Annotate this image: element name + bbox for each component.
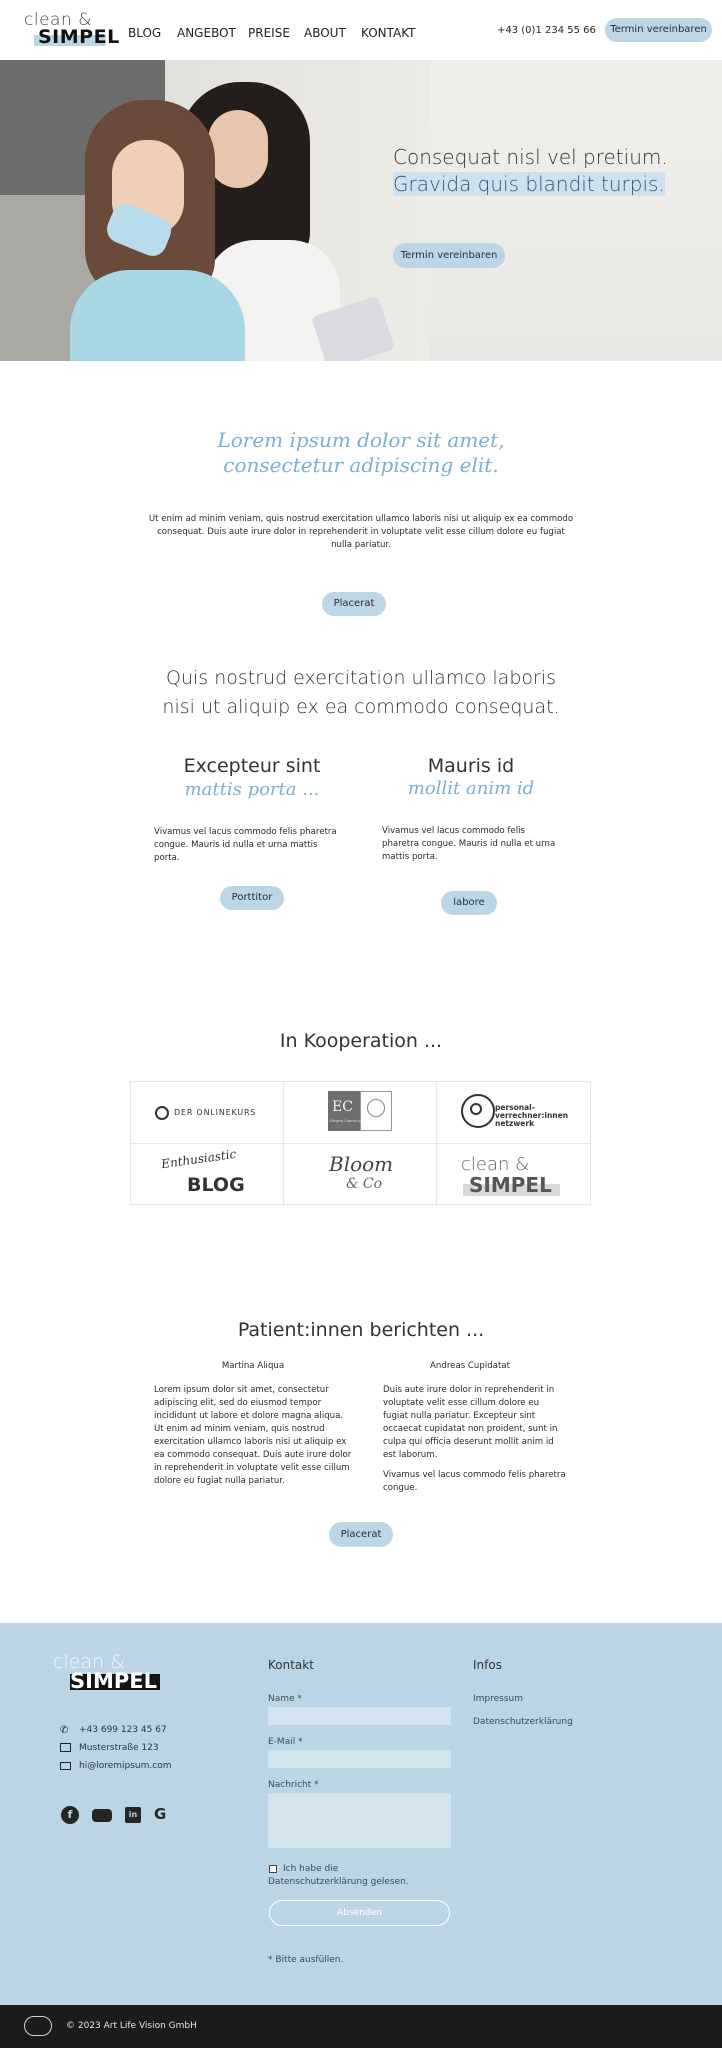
facebook-icon[interactable]: f (61, 1806, 79, 1824)
partner-blog[interactable] (131, 1144, 284, 1206)
site-footer (0, 1623, 722, 2005)
required-note: * Bitte ausfüllen. (268, 1955, 344, 1965)
header-cta-button[interactable]: Termin vereinbaren (605, 18, 712, 42)
testimonial-2-text2: Vivamus vel lacus commodo felis pharetra congue. (383, 1470, 566, 1493)
google-icon[interactable]: G (154, 1805, 167, 1823)
clean-logo-bottom: SIMPEL (469, 1173, 552, 1197)
logo-text-top: clean & (24, 10, 92, 30)
copyright-text: © 2023 Art Life Vision GmbH (66, 2021, 197, 2031)
bottom-bar (0, 2005, 722, 2048)
footer-logo-top: clean & (53, 1651, 125, 1673)
name-label: Name * (268, 1694, 302, 1704)
feature-2-text: Vivamus vel lacus commodo felis pharetra congue. Mauris id nulla et urna mattis porta. (382, 826, 556, 862)
partner-clean-simpel[interactable] (437, 1144, 590, 1206)
partner-ec[interactable] (284, 1082, 437, 1144)
intro-text: Ut enim ad minim veniam, quis nostrud exercitation ullamco laboris nisi ut aliquip ex ea commodo consequat. Duis aute irure dolor in reprehenderit in voluptate velit esse cillum dolore eu fugiat nulla pariatur. (148, 514, 574, 550)
hero-section (0, 60, 722, 361)
partner-bloom[interactable] (284, 1144, 437, 1206)
hero-cta-button[interactable]: Termin vereinbaren (393, 243, 505, 268)
personal-logo-text (495, 1104, 568, 1128)
blog-logo-script: Enthusiastic (160, 1146, 238, 1172)
hero-heading (393, 144, 693, 198)
hero-heading-plain: Consequat nisl vel pretium. (393, 145, 668, 169)
personal-logo-line1: personal- (495, 1103, 535, 1112)
network-icon-inner (470, 1103, 482, 1115)
features-heading-line2: nisi ut aliquip ex ea commodo consequat. (162, 696, 560, 718)
partner-personalverrechner[interactable] (437, 1082, 590, 1144)
submit-button[interactable]: Absenden (269, 1900, 450, 1926)
ec-logo-text: EC (332, 1099, 353, 1115)
message-textarea[interactable] (268, 1793, 451, 1848)
nav-kontakt[interactable]: KONTAKT (361, 26, 416, 40)
company-logo-icon (24, 2016, 52, 2036)
feature-2-button[interactable]: labore (441, 891, 497, 915)
partner-logo-grid (130, 1081, 591, 1205)
mail-icon (60, 1762, 71, 1770)
cooperation-heading: In Kooperation ... (279, 1030, 443, 1052)
impressum-link[interactable]: Impressum (473, 1694, 524, 1704)
youtube-icon[interactable] (92, 1809, 112, 1822)
bloom-logo-text: Bloom (329, 1152, 394, 1176)
blog-logo-text: BLOG (187, 1174, 245, 1196)
logo-text-bottom: SIMPEL (38, 26, 120, 48)
feature-1-title: Excepteur sint (183, 755, 321, 777)
message-label: Nachricht * (268, 1780, 319, 1790)
feature-2-script: mollit anim id (407, 778, 535, 799)
testimonials-heading: Patient:innen berichten ... (237, 1319, 485, 1341)
clean-logo-top: clean & (461, 1154, 530, 1175)
testimonial-1-text: Lorem ipsum dolor sit amet, consectetur adipiscing elit, sed do eiusmod tempor incididunt ut labore et dolore magna aliqua. Ut enim ad minim veniam, quis nostrud exercitation ullamco laboris nisi ut aliquip ex ea commodo consequat. Duis aute irure dolor in reprehenderit in voluptate velit esse cillum dolore eu fugiat nulla pariatur. (154, 1385, 352, 1486)
intro-script-line1: Lorem ipsum dolor sit amet, (217, 428, 505, 452)
header-phone[interactable]: +43 (0)1 234 55 66 (497, 25, 596, 36)
site-header (0, 0, 722, 60)
footer-email[interactable]: hi@loremipsum.com (79, 1761, 172, 1771)
feature-2-title: Mauris id (427, 755, 515, 777)
linkedin-icon[interactable]: in (125, 1807, 141, 1823)
footer-logo-bottom: SIMPEL (70, 1669, 157, 1693)
partner-onlinekurs[interactable] (131, 1082, 284, 1144)
feature-1-button[interactable]: Porttitor (220, 886, 284, 910)
onlinekurs-logo-text: DER ONLINEKURS (174, 1108, 257, 1117)
nav-about[interactable]: ABOUT (304, 26, 346, 40)
features-heading-line1: Quis nostrud exercitation ullamco laboris (166, 667, 556, 689)
phone-icon: ✆ (60, 1725, 69, 1736)
intro-button[interactable]: Placerat (322, 592, 386, 616)
footer-address: Musterstraße 123 (79, 1743, 159, 1753)
personal-logo-line3: netzwerk (495, 1119, 535, 1128)
testimonial-2-text: Duis aute irure dolor in reprehenderit in voluptate velit esse cillum dolore eu fugiat nulla pariatur. Excepteur sint occaecat cupidatat non proident, sunt in culpa qui officia deserunt mollit anim id est laborum. (383, 1385, 558, 1460)
feature-1-script: mattis porta ... (184, 779, 320, 800)
features-heading (100, 664, 622, 722)
personal-logo-line2: verrechner:innen (495, 1111, 569, 1120)
email-label: E-Mail * (268, 1737, 303, 1747)
nav-preise[interactable]: PREISE (248, 26, 290, 40)
infos-heading: Infos (473, 1658, 502, 1672)
testimonial-1-name: Martina Aliqua (221, 1361, 285, 1371)
onlinekurs-icon (155, 1106, 169, 1120)
privacy-label: Ich habe die Datenschutzerklärung gelesen. (268, 1864, 409, 1887)
hero-heading-highlight: Gravida quis blandit turpis. (393, 172, 665, 196)
ec-logo-subtext: Elegant Coaching (330, 1119, 361, 1123)
intro-script-line2: consectetur adipiscing elit. (223, 453, 499, 477)
name-input[interactable] (268, 1707, 451, 1725)
email-input[interactable] (268, 1750, 451, 1768)
nav-angebot[interactable]: ANGEBOT (177, 26, 236, 40)
nav-blog[interactable]: BLOG (128, 26, 162, 40)
ec-emblem-icon (367, 1099, 385, 1117)
intro-script-heading (161, 428, 561, 478)
testimonials-button[interactable]: Placerat (329, 1522, 393, 1547)
testimonial-2-name: Andreas Cupidatat (430, 1361, 510, 1371)
bloom-logo-sub: & Co (346, 1176, 383, 1192)
footer-phone[interactable]: +43 699 123 45 67 (79, 1725, 167, 1735)
feature-1-text: Vivamus vel lacus commodo felis pharetra congue. Mauris id nulla et urna mattis porta. (154, 827, 337, 863)
map-icon (60, 1743, 71, 1752)
contact-heading: Kontakt (268, 1658, 314, 1672)
datenschutz-link[interactable]: Datenschutzerklärung (473, 1717, 573, 1727)
